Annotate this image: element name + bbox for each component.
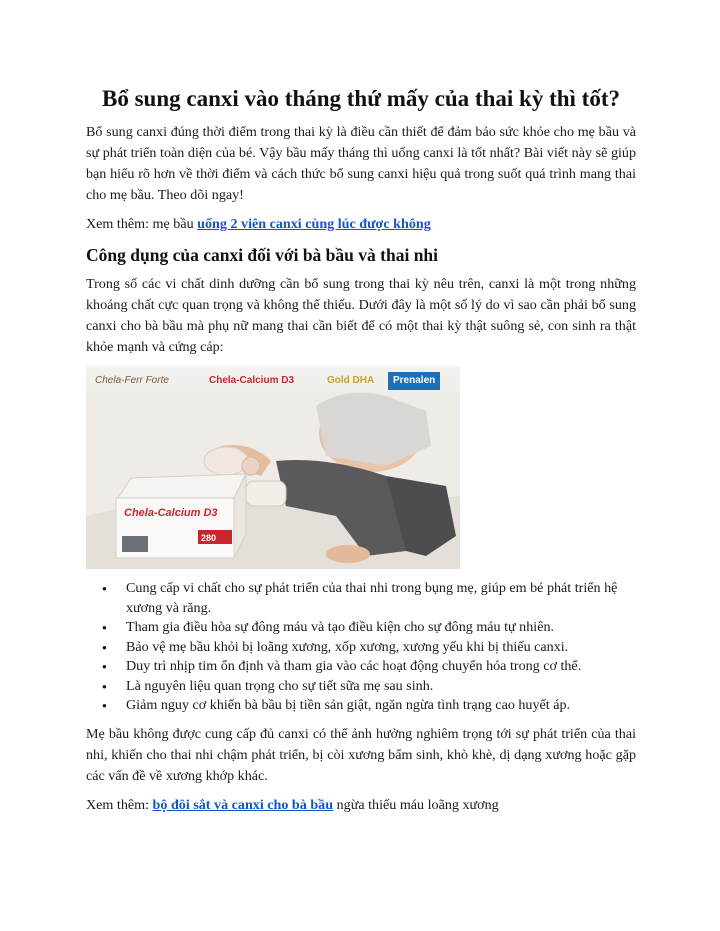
banner-item-chela-calcium: Chela-Calcium D3 [209, 375, 295, 386]
box-badge: 280 [201, 533, 217, 543]
see-also-line-2 [86, 795, 636, 816]
intro-paragraph: Bổ sung canxi đúng thời điểm trong thai kỳ là điều cần thiết để đảm bảo sức khỏe cho mẹ bầu và sự phát triển toàn diện của bé. Vậy bầu mấy tháng thì uống canxi là tốt nhất? Bài viết này sẽ giúp bạn hiểu rõ hơn về thời điểm và cách thức bổ sung canxi hiệu quả trong suốt quá trình mang thai cho mẹ bầu. Theo dõi ngay! [86, 124, 636, 203]
see-also-prefix: Xem thêm: [86, 796, 153, 813]
see-also-line-1 [86, 214, 636, 235]
page-title: Bổ sung canxi vào tháng thứ mấy của thai kỳ thì tốt? [102, 86, 620, 111]
see-also-suffix: ngừa thiếu máu loãng xương [333, 796, 499, 813]
list-item: ● Bảo vệ mẹ bầu khỏi bị loãng xương, xốp xương, xương yếu khi bị thiếu canxi. [126, 638, 636, 658]
benefit-list [86, 579, 636, 716]
product-photo [86, 366, 460, 569]
banner-item-chela-ferr: Chela-Ferr Forte [95, 375, 169, 386]
banner-item-prenalen: Prenalen [388, 372, 440, 390]
see-also-prefix: Xem thêm: mẹ bầu [86, 216, 198, 232]
section-intro-paragraph: Trong số các vi chất dinh dưỡng cần bổ sung trong thai kỳ nêu trên, canxi là một trong những khoáng chất cực quan trọng và không thể thiếu. Dưới đây là một số lý do vì sao cần phải bổ sung canxi cho bà bầu mà phụ nữ mang thai cần biết để có một thai kỳ thật suông sẻ, con sinh ra thật khỏe mạnh và cứng cáp: [86, 276, 636, 355]
list-item: ● Duy trì nhịp tim ổn định và tham gia vào các hoạt động chuyển hóa trong cơ thể. [126, 657, 636, 677]
document-page [86, 84, 636, 824]
photo-illustration [86, 366, 460, 569]
list-item: ● Giảm nguy cơ khiến bà bầu bị tiền sản giật, ngăn ngừa tình trạng cao huyết áp. [126, 696, 636, 716]
list-item: ● Cung cấp vi chất cho sự phát triển của thai nhi trong bụng mẹ, giúp em bé phát triển hệ xương và răng. [126, 579, 636, 618]
see-also-link-2[interactable]: bộ đôi sắt và canxi cho bà bầu [152, 796, 334, 813]
banner-item-gold-dha: Gold DHA [327, 375, 375, 386]
see-also-link-1[interactable]: uống 2 viên canxi cùng lúc được không [197, 216, 431, 232]
list-item: ● Là nguyên liệu quan trọng cho sự tiết sữa mẹ sau sinh. [126, 677, 636, 697]
consequence-paragraph: Mẹ bầu không được cung cấp đủ canxi có thể ảnh hưởng nghiêm trọng tới sự phát triển của thai nhi, khiến cho thai nhi chậm phát triển, bị còi xương bẩm sinh, khò khè, dị dạng xương hoặc gặp các vấn đề về xương khớp khác. [86, 725, 636, 784]
section-heading: Công dụng của canxi đối với bà bầu và thai nhi [86, 245, 439, 265]
box-label: Chela-Calcium D3 [124, 507, 218, 519]
list-item: ● Tham gia điều hòa sự đông máu và tạo điều kiện cho sự đông máu tự nhiên. [126, 618, 636, 638]
